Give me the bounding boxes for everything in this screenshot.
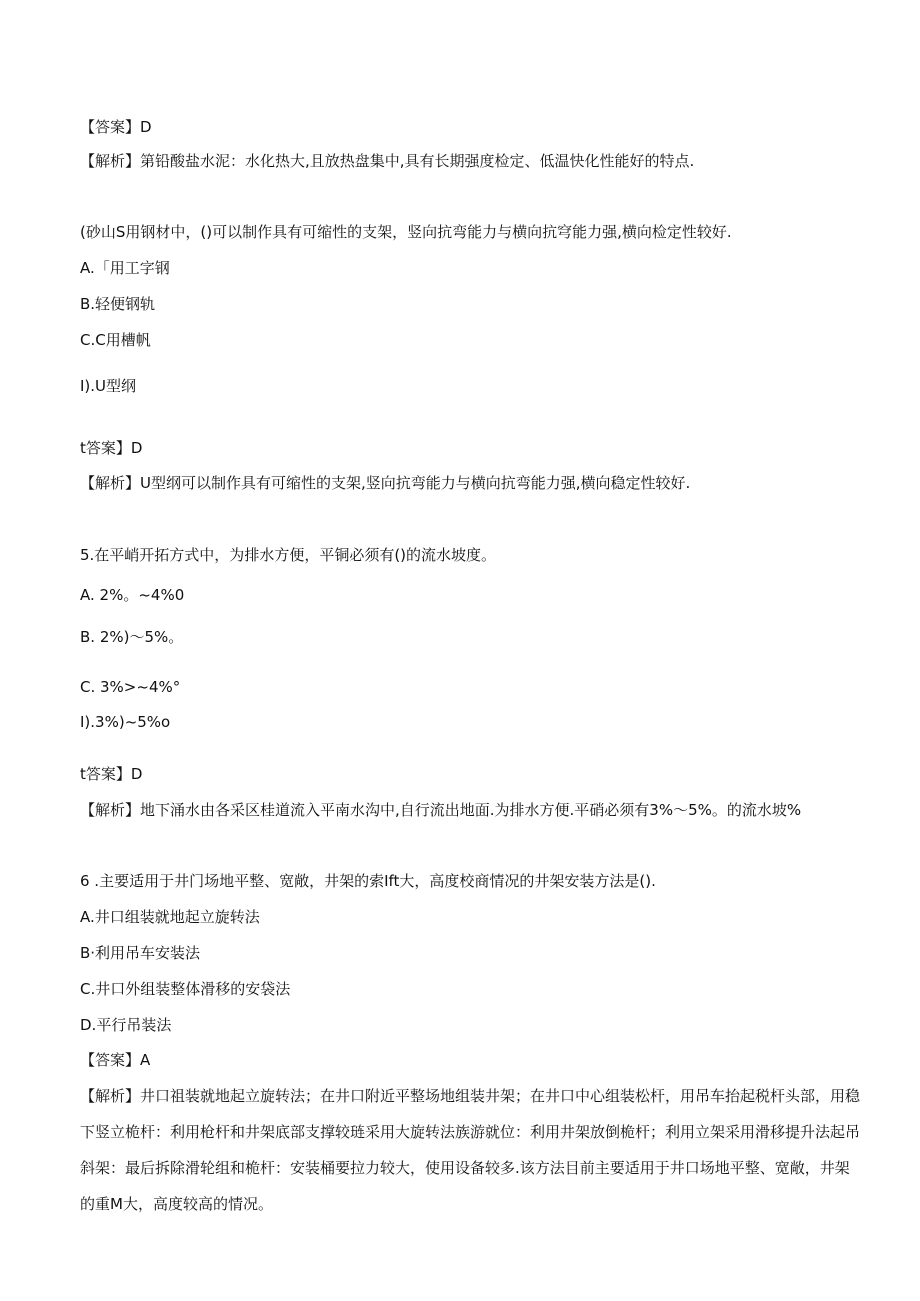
q6-option-d: D.平行吊装法 [80,1016,172,1034]
q4-option-d: I).U型纲 [80,377,137,395]
q4-stem: (砂山S用钢材中，()可以制作具有可缩性的支架，竖向抗弯能力与横向抗穹能力强,横向检定性较好. [80,223,732,241]
q6-option-b: B·利用吊车安装法 [80,944,201,962]
q6-stem: 6 .主要适用于井门场地平整、宽敞，井架的索Ift大，高度校商情况的井架安装方法是(). [80,872,656,890]
prev-analysis: 【解析】第铅酸盐水泥：水化热大,且放热盘集中,具有长期强度检定、低温快化性能好的特点. [80,152,695,170]
q6-answer: 【答案】A [80,1051,151,1069]
q5-answer: t答案】D [80,765,143,783]
q5-option-c: C. 3%>~4%° [80,678,181,696]
q6-analysis: 【解析】井口祖装就地起立旋转法；在井口附近平整场地组装井架；在井口中心组装松杆，用吊车抬起税杆头部，用稳下竖立桅杆：利用枪杆和井架底部支撑较琏采用大旋转法族游就位：利用井架放倒桅杆；利用立架采用滑移提升法起吊斜架：最后拆除滑轮组和桅杆：安装桶要拉力较大，使用设备较多.该方法目前主要适用于井口场地平整、宽敞，井架的重M大，高度较高的情况。 [80,1087,861,1213]
q5-stem: 5.在平峭开拓方式中，为排水方便，平铜必须有()的流水坡度。 [80,546,497,564]
q5-analysis: 【解析】地下涌水由各采区桂道流入平南水沟中,自行流出地面.为排水方便.平硝必须有3%～5%。的流水坡% [80,801,802,819]
q4-option-a: A.「用工字钢 [80,259,170,277]
q5-option-a: A. 2%。~4%0 [80,586,185,604]
q4-option-b: B.轻便钢轨 [80,295,156,313]
q4-option-c: C.C用槽帆 [80,331,151,349]
q5-option-d: I).3%)~5%o [80,713,171,731]
prev-answer: 【答案】D [80,118,152,136]
q4-answer: t答案】D [80,439,143,457]
q4-analysis: 【解析】U型纲可以制作具有可缩性的支架,竖向抗弯能力与横向抗弯能力强,横向稳定性较好. [80,474,691,492]
q5-option-b: B. 2%)～5%。 [80,628,184,646]
q6-option-c: C.井口外组装整体滑移的安袋法 [80,980,291,998]
q6-option-a: A.井口组装就地起立旋转法 [80,908,260,926]
